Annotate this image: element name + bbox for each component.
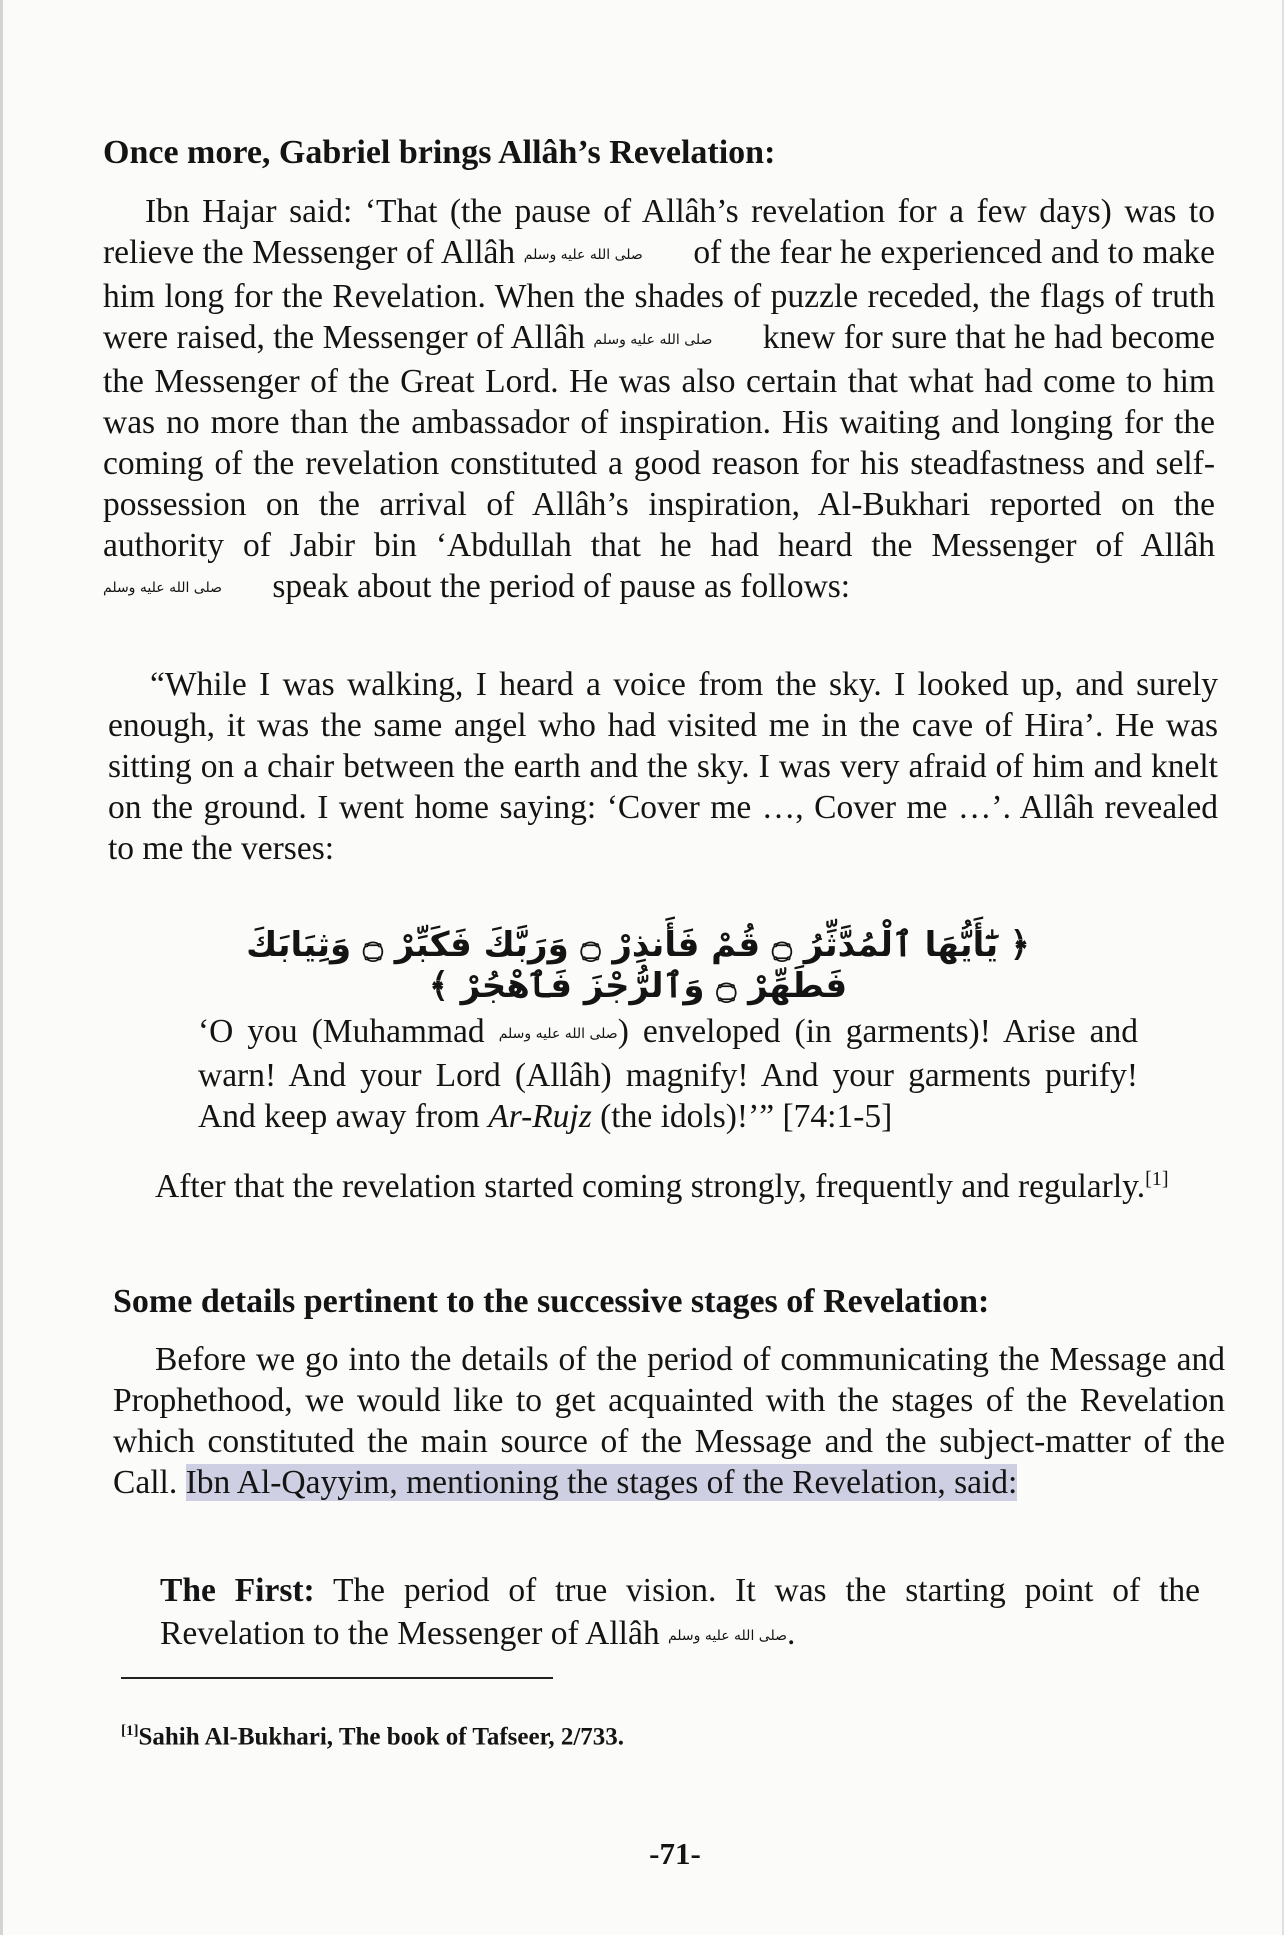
paragraph-stages-intro bbox=[113, 1339, 1225, 1503]
translation-italic: Ar-Rujz bbox=[488, 1097, 592, 1135]
stage-text: The period of true vision. It was the starting point of the Revelation to the Messenger of Allâh bbox=[160, 1572, 1200, 1652]
paragraph-text: Ibn Hajar said: ‘That (the pause of Allâh’s revelation for a few days) was to relieve the Messenger of Allâh bbox=[103, 193, 1215, 271]
paragraph-ibn-hajar bbox=[103, 191, 1215, 609]
paragraph-text: knew for sure that he had become the Messenger of the Great Lord. He was also certain that what had come to him was no more than the ambassador of inspiration. His waiting and longing for the coming of the revelation constituted a good reason for his steadfastness and self-possession on the arrival of Allâh’s inspiration, Al-Bukhari reported on the authority of Jabir bin ‘Abdullah that he had heard the Messenger of Allâh bbox=[103, 318, 1216, 564]
stage-first bbox=[160, 1569, 1200, 1658]
paragraph-text: speak about the period of pause as follows: bbox=[264, 567, 851, 605]
heading-text: Once more, Gabriel brings Allâh’s Revelation: bbox=[103, 134, 776, 171]
translation-text: ‘O you (Muhammad bbox=[198, 1013, 499, 1050]
verse-translation bbox=[198, 1011, 1138, 1137]
hadith-quote bbox=[108, 664, 1218, 869]
page-number-text: -71- bbox=[649, 1836, 701, 1871]
footnote bbox=[121, 1723, 1021, 1751]
quote-text: “While I was walking, I heard a voice from the sky. I looked up, and surely enough, it was the same angel who had visited me in the cave of Hira’. He was sitting on a chair between the earth and the sky. I was very afraid of him and knelt on the ground. I went home saying: ‘Cover me …, Cover me …’. Allâh revealed to me the verses: bbox=[108, 666, 1218, 867]
heading-text: Some details pertinent to the successive stages of Revelation: bbox=[113, 1283, 990, 1320]
paragraph-text: After that the revelation started coming strongly, frequently and regularly. bbox=[155, 1168, 1146, 1206]
paragraph-after bbox=[113, 1159, 1221, 1207]
footnote-divider bbox=[121, 1677, 553, 1679]
quran-verse-arabic bbox=[233, 924, 1043, 1006]
translation-text: ) enveloped (in garments)! Arise and warn! And your Lord (Allâh) magnify! And your garments purify! And keep away from bbox=[198, 1013, 1138, 1135]
page-number bbox=[595, 1836, 755, 1872]
translation-text: (the idols)!’” [74:1-5] bbox=[591, 1097, 893, 1135]
footnote-reference[interactable]: [1] bbox=[1145, 1168, 1169, 1190]
stage-text: . bbox=[786, 1615, 796, 1652]
section-heading-gabriel bbox=[103, 133, 1223, 173]
stage-label: The First: bbox=[160, 1572, 315, 1609]
paragraph-text: of the fear he experienced and to make him long for the Revelation. When the shades of puzzle receded, the flags of truth were raised, the Messenger of Allâh bbox=[103, 234, 1215, 356]
section-heading-stages bbox=[113, 1282, 1223, 1322]
salutation-arabic: صلى الله عليه وسلم bbox=[667, 1627, 787, 1644]
salutation-arabic: صلى الله عليه وسلم bbox=[593, 331, 713, 348]
footnote-text: Sahih Al-Bukhari, The book of Tafseer, 2/733. bbox=[138, 1723, 625, 1751]
footnote-mark: [1] bbox=[121, 1723, 139, 1739]
salutation-arabic: صلى الله عليه وسلم bbox=[498, 1025, 618, 1042]
salutation-arabic: صلى الله عليه وسلم bbox=[523, 246, 643, 263]
paragraph-text: Before we go into the details of the period of communicating the Message and Prophethood, we would like to get acquainted with the stages of the Revelation which constituted the main source of the Message and the subject-matter of the Call. bbox=[113, 1341, 1225, 1501]
verse-arabic-text: ﴿ يَٰٓأَيُّهَا ٱلْمُدَّثِّرُ ۝ قُمْ فَأَنذِرْ ۝ وَرَبَّكَ فَكَبِّرْ ۝ وَثِيَابَكَ فَطَهِّرْ ۝ وَٱلرُّجْزَ فَٱهْجُرْ ﴾ bbox=[246, 925, 1030, 1006]
salutation-arabic: صلى الله عليه وسلم bbox=[103, 580, 222, 597]
highlighted-text[interactable]: Ibn Al-Qayyim, mentioning the stages of the Revelation, said: bbox=[185, 1464, 1018, 1501]
